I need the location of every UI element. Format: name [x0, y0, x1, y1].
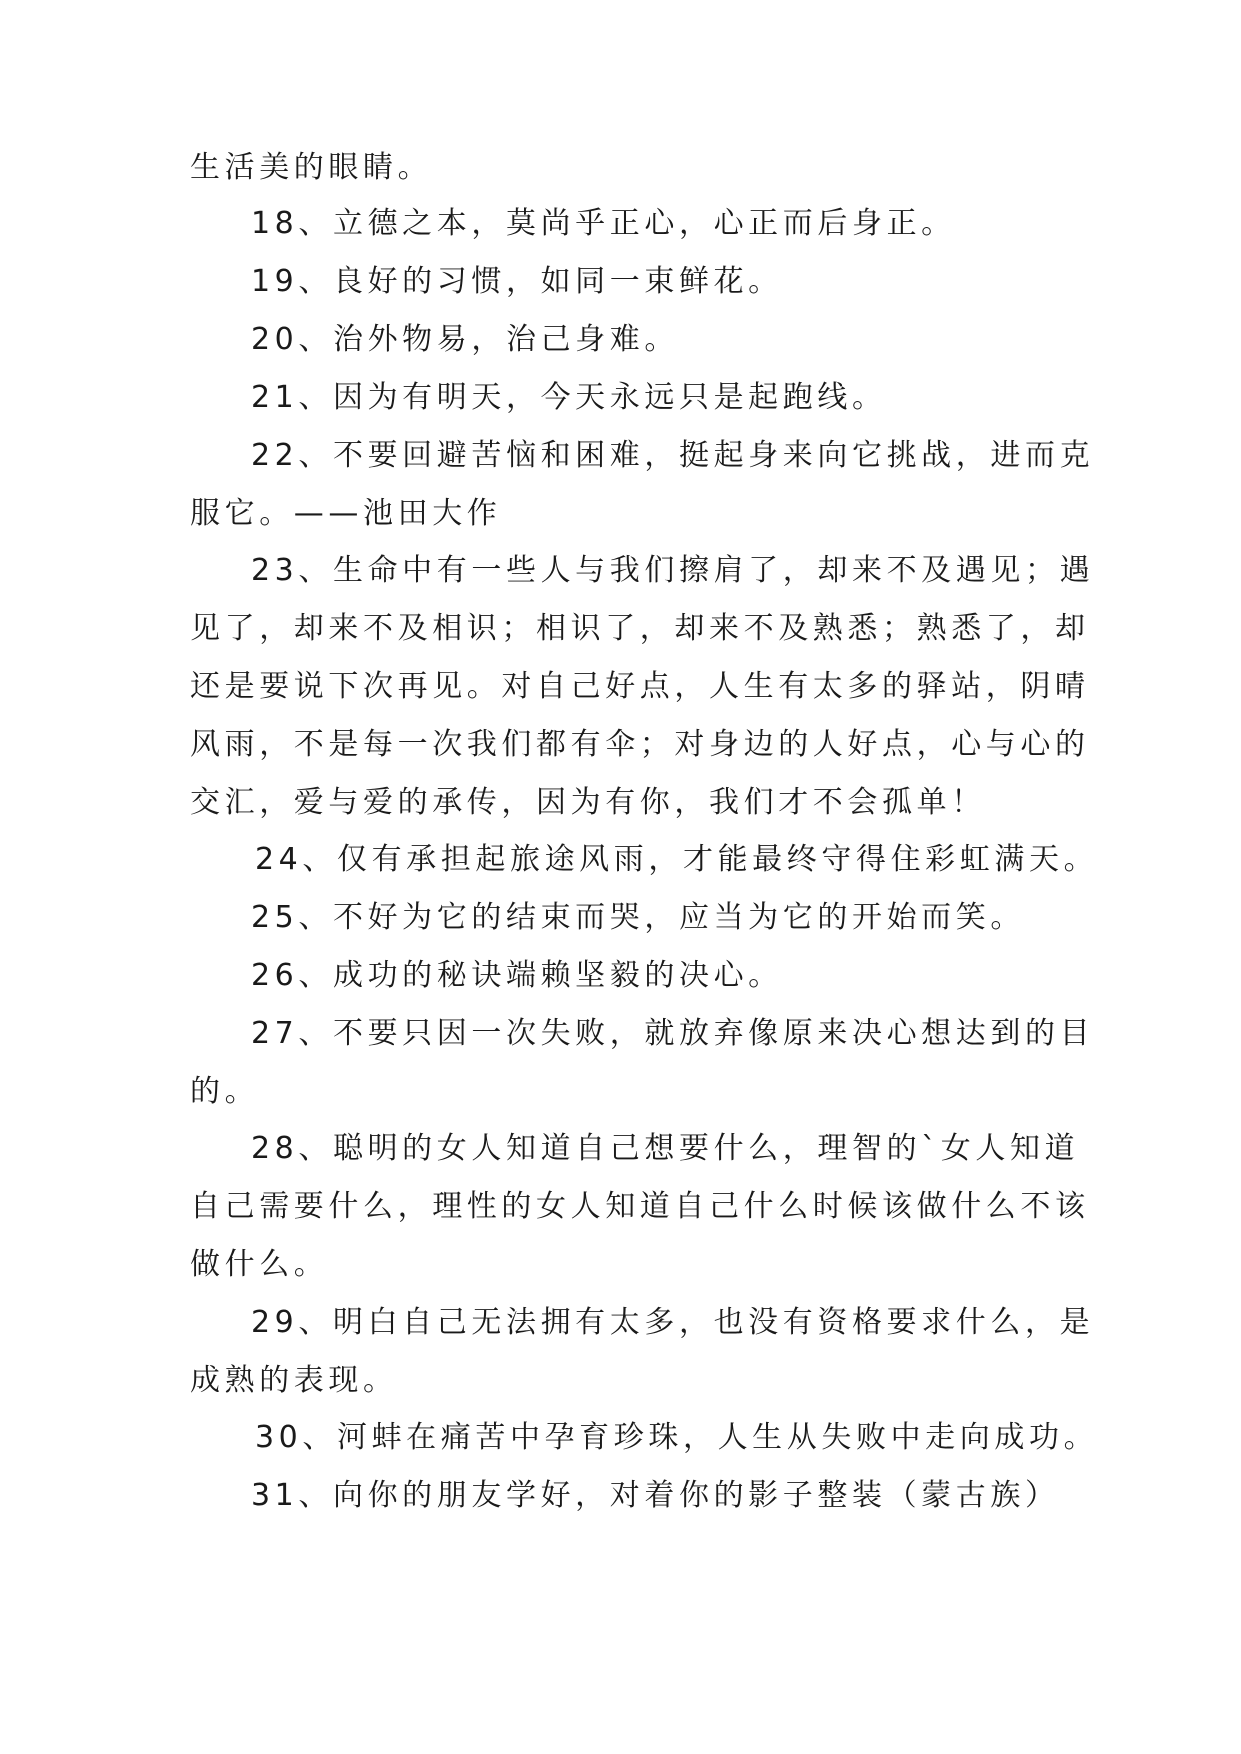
text-line: 23、生命中有一些人与我们擦肩了，却来不及遇见；遇 — [251, 553, 1095, 588]
text-line: 21、因为有明天，今天永远只是起跑线。 — [251, 380, 887, 415]
text-line: 见了，却来不及相识；相识了，却来不及熟悉；熟悉了，却 — [190, 611, 1090, 646]
text-line: 生活美的眼睛。 — [190, 150, 433, 185]
text-line: 还是要说下次再见。对自己好点，人生有太多的驿站，阴晴 — [190, 669, 1090, 704]
text-line: 交汇，爱与爱的承传，因为有你，我们才不会孤单！ — [190, 785, 986, 820]
text-line: 30、河蚌在痛苦中孕育珍珠，人生从失败中走向成功。 — [255, 1420, 1099, 1455]
text-line: 做什么。 — [190, 1247, 329, 1282]
text-line: 27、不要只因一次失败，就放弃像原来决心想达到的目 — [251, 1016, 1095, 1051]
text-line: 28、聪明的女人知道自己想要什么，理智的`女人知道 — [251, 1131, 1080, 1166]
text-line: 18、立德之本，莫尚乎正心，心正而后身正。 — [251, 206, 956, 241]
text-line: 20、治外物易，治己身难。 — [251, 322, 679, 357]
text-line: 19、良好的习惯，如同一束鲜花。 — [251, 264, 783, 299]
text-line: 24、仅有承担起旅途风雨，才能最终守得住彩虹满天。 — [255, 842, 1099, 877]
text-line: 的。 — [190, 1074, 260, 1109]
text-line: 服它。——池田大作 — [190, 496, 502, 531]
text-line: 25、不好为它的结束而哭，应当为它的开始而笑。 — [251, 900, 1025, 935]
text-line: 风雨，不是每一次我们都有伞；对身边的人好点，心与心的 — [190, 727, 1090, 762]
text-line: 自己需要什么，理性的女人知道自己什么时候该做什么不该 — [190, 1189, 1090, 1224]
text-line: 31、向你的朋友学好，对着你的影子整装（蒙古族） — [251, 1478, 1060, 1513]
text-line: 成熟的表现。 — [190, 1363, 398, 1398]
text-line: 26、成功的秘诀端赖坚毅的决心。 — [251, 958, 783, 993]
text-line: 22、不要回避苦恼和困难，挺起身来向它挑战，进而克 — [251, 438, 1095, 473]
text-line: 29、明白自己无法拥有太多，也没有资格要求什么，是 — [251, 1305, 1095, 1340]
